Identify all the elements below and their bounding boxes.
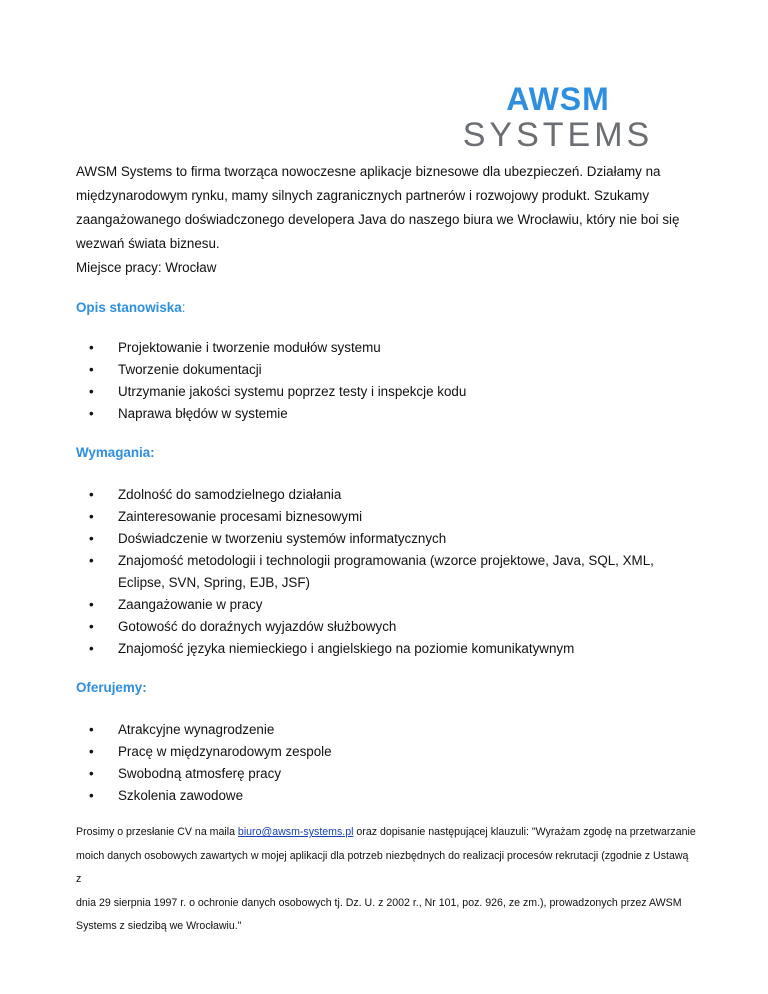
bullet: • [89, 362, 94, 377]
list-item-text: Zaangażowanie w pracy [118, 597, 263, 612]
list-item-text: Naprawa błędów w systemie [118, 406, 288, 421]
list-item [76, 359, 696, 381]
section-heading-oferujemy: Oferujemy: [76, 680, 147, 695]
section-colon: : [181, 300, 186, 315]
bullet: • [89, 641, 94, 656]
consent-line: Systems z siedzibą we Wrocławiu." [76, 920, 242, 932]
list-item [76, 719, 696, 741]
opis-list [76, 337, 696, 425]
wymagania-list [76, 484, 696, 660]
list-item [76, 381, 696, 403]
bullet: • [89, 788, 94, 803]
bullet: • [89, 553, 94, 568]
list-item [76, 638, 696, 660]
consent-text: oraz dopisanie następującej klauzuli: "Wyrażam zgodę na przetwarzanie [353, 826, 696, 838]
intro-line: zaangażowanego doświadczonego developera Java do naszego biura we Wrocławiu, który nie boi się [76, 212, 680, 227]
document-body [76, 160, 696, 939]
bullet: • [89, 766, 94, 781]
list-item-text: Znajomość języka niemieckiego i angielskiego na poziomie komunikatywnym [118, 641, 575, 656]
intro-line: AWSM Systems to firma tworząca nowoczesne aplikacje biznesowe dla ubezpieczeń. Działamy na [76, 164, 661, 179]
consent-clause [76, 821, 696, 939]
list-item [76, 484, 696, 506]
section-heading-wymagania: Wymagania: [76, 445, 155, 460]
oferujemy-list [76, 719, 696, 807]
list-item [76, 594, 696, 616]
bullet: • [89, 619, 94, 634]
email-link[interactable]: biuro@awsm-systems.pl [237, 826, 354, 838]
bullet: • [89, 722, 94, 737]
bullet: • [89, 531, 94, 546]
consent-line: dnia 29 sierpnia 1997 r. o ochronie danych osobowych tj. Dz. U. z 2002 r., Nr 101, poz. 926, ze zm.), prowadzonych przez AWSM [76, 896, 682, 909]
consent-line: moich danych osobowych zawartych w mojej aplikacji dla potrzeb niezbędnych do realizacji procesów rekrutacji (zgodnie z Ustawą z [76, 849, 689, 885]
list-item [76, 763, 696, 785]
logo-awsm-text: AWSM [506, 82, 610, 117]
list-item-continuation [76, 572, 696, 594]
list-item-text: Znajomość metodologii i technologii programowania (wzorce projektowe, Java, SQL, XML, [118, 553, 654, 568]
list-item [76, 616, 696, 638]
bullet: • [89, 597, 94, 612]
list-item-text: Atrakcyjne wynagrodzenie [118, 722, 275, 737]
list-item [76, 528, 696, 550]
list-item [76, 785, 696, 807]
company-logo [452, 82, 664, 150]
list-item-text: Swobodną atmosferę pracy [118, 766, 282, 781]
list-item-text: Tworzenie dokumentacji [118, 362, 262, 377]
list-item [76, 741, 696, 763]
list-item [76, 403, 696, 425]
consent-text: Prosimy o przesłanie CV na maila [76, 826, 238, 838]
list-item-text: Doświadczenie w tworzeniu systemów informatycznych [118, 531, 447, 546]
logo-systems-text: SYSTEMS [462, 116, 654, 150]
consent-line [76, 821, 696, 845]
location-line: Miejsce pracy: Wrocław [76, 260, 217, 275]
bullet: • [89, 487, 94, 502]
intro-line: wezwań świata biznesu. [76, 236, 220, 251]
list-item [76, 506, 696, 528]
list-item-text: Projektowanie i tworzenie modułów systemu [118, 340, 381, 355]
bullet: • [89, 384, 94, 399]
list-item-text: Zdolność do samodzielnego działania [118, 487, 342, 502]
bullet: • [89, 509, 94, 524]
list-item-text: Eclipse, SVN, Spring, EJB, JSF) [118, 575, 310, 590]
intro-line: międzynarodowym rynku, mamy silnych zagranicznych partnerów i rozwojowy produkt. Szukamy [76, 188, 650, 203]
list-item-text: Szkolenia zawodowe [118, 788, 244, 803]
intro-paragraph [76, 160, 696, 280]
bullet: • [89, 340, 94, 355]
list-item [76, 550, 696, 572]
list-item-text: Pracę w międzynarodowym zespole [118, 744, 332, 759]
section-title: Opis stanowiska [76, 300, 182, 315]
list-item-text: Gotowość do doraźnych wyjazdów służbowych [118, 619, 397, 634]
list-item-text: Utrzymanie jakości systemu poprzez testy i inspekcje kodu [118, 384, 467, 399]
section-heading-opis [76, 296, 696, 320]
bullet: • [89, 406, 94, 421]
list-item [76, 337, 696, 359]
bullet: • [89, 744, 94, 759]
list-item-text: Zainteresowanie procesami biznesowymi [118, 509, 363, 524]
